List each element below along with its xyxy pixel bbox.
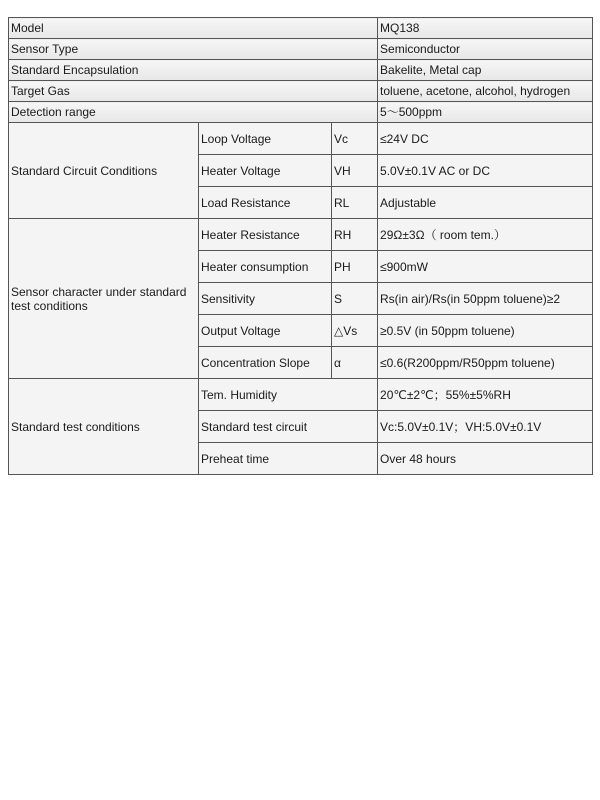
row-value: 5～500ppm — [378, 102, 593, 123]
param-symbol: VH — [332, 155, 378, 187]
param-symbol: RL — [332, 187, 378, 219]
row-value: Bakelite, Metal cap — [378, 60, 593, 81]
table-row — [9, 81, 593, 102]
param-value: Adjustable — [378, 187, 593, 219]
param-symbol: S — [332, 283, 378, 315]
param-symbol: α — [332, 347, 378, 379]
param-symbol: PH — [332, 251, 378, 283]
param-value: ≤900mW — [378, 251, 593, 283]
group-title: Standard Circuit Conditions — [9, 123, 199, 219]
param-name: Heater Voltage — [199, 155, 332, 187]
row-label: Model — [9, 18, 378, 39]
row-label: Standard Encapsulation — [9, 60, 378, 81]
param-value: Over 48 hours — [378, 443, 593, 475]
param-name: Heater Resistance — [199, 219, 332, 251]
table-row — [9, 102, 593, 123]
group-title: Sensor character under standard test conditions — [9, 219, 199, 379]
param-name: Load Resistance — [199, 187, 332, 219]
row-value: toluene, acetone, alcohol, hydrogen — [378, 81, 593, 102]
param-value: 5.0V±0.1V AC or DC — [378, 155, 593, 187]
param-value: ≤0.6(R200ppm/R50ppm toluene) — [378, 347, 593, 379]
row-label: Detection range — [9, 102, 378, 123]
param-value: Rs(in air)/Rs(in 50ppm toluene)≥2 — [378, 283, 593, 315]
param-value: ≤24V DC — [378, 123, 593, 155]
table-row — [9, 123, 593, 155]
param-symbol: Vc — [332, 123, 378, 155]
group-title: Standard test conditions — [9, 379, 199, 475]
param-name: Heater consumption — [199, 251, 332, 283]
table-row — [9, 379, 593, 411]
param-value: 29Ω±3Ω（ room tem.） — [378, 219, 593, 251]
table-row — [9, 39, 593, 60]
param-symbol: △Vs — [332, 315, 378, 347]
table-row — [9, 219, 593, 251]
param-value: ≥0.5V (in 50ppm toluene) — [378, 315, 593, 347]
param-name: Loop Voltage — [199, 123, 332, 155]
row-label: Sensor Type — [9, 39, 378, 60]
param-name: Tem. Humidity — [199, 379, 378, 411]
row-value: MQ138 — [378, 18, 593, 39]
table-row — [9, 18, 593, 39]
table-row — [9, 60, 593, 81]
param-name: Output Voltage — [199, 315, 332, 347]
param-value: Vc:5.0V±0.1V；VH:5.0V±0.1V — [378, 411, 593, 443]
param-name: Sensitivity — [199, 283, 332, 315]
row-value: Semiconductor — [378, 39, 593, 60]
param-value: 20℃±2℃；55%±5%RH — [378, 379, 593, 411]
param-name: Concentration Slope — [199, 347, 332, 379]
param-name: Standard test circuit — [199, 411, 378, 443]
param-symbol: RH — [332, 219, 378, 251]
row-label: Target Gas — [9, 81, 378, 102]
param-name: Preheat time — [199, 443, 378, 475]
specification-table — [8, 17, 593, 475]
